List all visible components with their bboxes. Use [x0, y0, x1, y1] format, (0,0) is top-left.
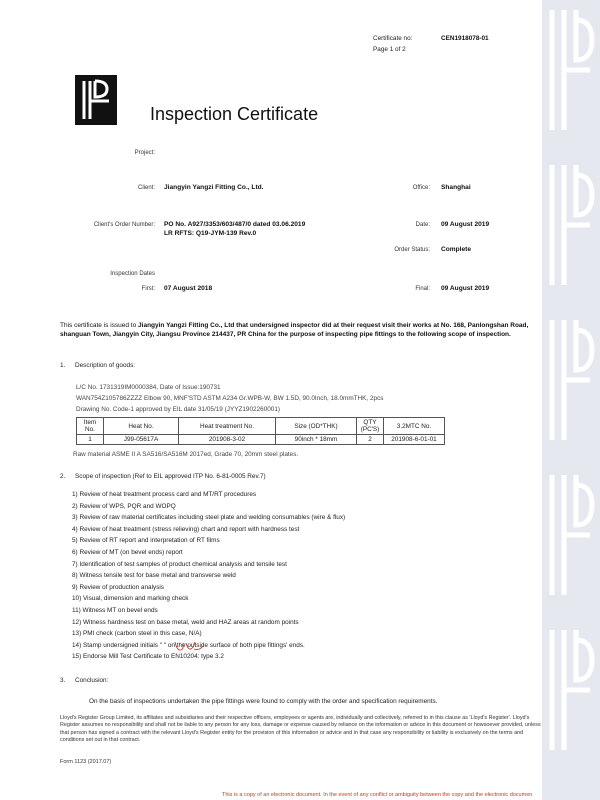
section3-number: 3.: [60, 677, 66, 684]
col-heat-no: Heat No.: [104, 418, 179, 435]
date-value: 09 August 2019: [441, 221, 490, 228]
cell-size: 90inch * 18mm: [276, 435, 357, 445]
intro-paragraph: [60, 321, 538, 339]
certificate-no-value: CEN1918078-01: [441, 35, 489, 42]
list-item: 3) Review of raw material certificates including steel plate and welding consumables (wire & flux): [72, 514, 346, 522]
intro-bold-text: Jiangyin Yangzi Fitting Co., Ltd that undersigned inspector did at their request visit their works at No. 168, Panlongshan Road, shanguan Town, Jiangyin City, Jiangsu Province 214437, PR China for the purpose of inspecting pipe fittings to the following scope of inspection.: [60, 322, 529, 339]
section2-title: Scope of inspection (Ref to EIL approved ITP No. 6-81-0005 Rev.7): [75, 473, 266, 480]
list-item: 8) Witness tensile test for base metal and transverse weld: [72, 572, 236, 580]
project-label: Project:: [134, 150, 155, 156]
list-item: 6) Review of MT (on bevel ends) report: [72, 548, 183, 556]
order-status-value: Complete: [441, 246, 472, 253]
section3-title: Conclusion:: [75, 677, 109, 684]
list-item: 15) Endorse Mill Test Certificate to EN10204: type 3.2: [72, 653, 224, 661]
page-number: Page 1 of 2: [373, 46, 406, 53]
item-description-line: WAN754Z105786ZZZZ Elbow 90, MNF'STD ASTM A234 Gr.WPB-W, BW 1.5D, 90.0Inch, 18.0mmTHK, 2pcs: [76, 395, 384, 402]
office-label: Office:: [412, 185, 430, 191]
list-item: 9) Review of production analysis: [72, 583, 164, 591]
order-number-label: Client's Order Number:: [93, 222, 155, 228]
goods-table: [76, 417, 445, 445]
lr-watermark-pattern: [542, 0, 600, 800]
electronic-copy-notice: This is a copy of an electronic document. In the event of any conflict or ambiguity between the copy and the electronic documen: [222, 792, 533, 798]
section2-number: 2.: [60, 473, 66, 480]
order-number-line1: PO No. A927/3353/603/487/0 dated 03.06.2019: [164, 221, 306, 228]
lr-logo-icon: [75, 75, 117, 125]
date-label: Date:: [415, 222, 430, 228]
section1-title: Description of goods:: [75, 362, 136, 369]
first-date-value: 07 August 2018: [164, 285, 213, 292]
list-item: 5) Review of RT report and interpretation of RT films: [72, 537, 220, 545]
list-item: 1) Review of heat treatment process card and MT/RT procedures: [72, 491, 257, 498]
office-value: Shanghai: [441, 184, 471, 191]
page-title: Inspection Certificate: [150, 104, 319, 124]
goods-table-header: [77, 418, 445, 435]
list-item: 2) Review of WPS, PQR and WOPQ: [72, 502, 176, 510]
col-size: Size (OD*THK): [276, 418, 357, 435]
list-item: 4) Review of heat treatment (stress relieving) chart and report with hardness test: [72, 525, 300, 533]
col-mtc-no: 3.2MTC No.: [384, 418, 445, 435]
order-status-label: Order Status:: [394, 247, 430, 253]
client-label: Client:: [137, 185, 155, 191]
lc-line: L/C No. 1731319IM0000384, Date of Issue:190731: [76, 384, 221, 391]
scope-list: [72, 491, 345, 665]
lr-watermark-strip: [542, 0, 600, 800]
inspection-dates-label: Inspection Dates: [110, 271, 155, 277]
list-item: 14) Stamp undersigned initials " " on the outside surface of both pipe fittings' ends.: [72, 641, 305, 649]
section1-number: 1.: [60, 362, 66, 369]
form-number: Form 1123 (2017.07): [60, 759, 112, 765]
first-date-label: First:: [141, 286, 155, 292]
cell-item-no: 1: [77, 435, 104, 445]
col-item-no: Item No.: [77, 418, 104, 435]
list-item: 11) Witness MT on bevel ends: [72, 606, 158, 614]
table-row: [77, 435, 445, 445]
intro-prefix: This certificate is issued to: [60, 322, 139, 329]
list-item: 7) Identification of test samples of product chemical analysis and tensile test: [72, 560, 287, 568]
col-qty: QTY (PC'S): [357, 418, 384, 435]
drawing-line: Drawing No. Code-1 approved by EIL date 31/05/19 (JYYZ1902260001): [76, 406, 281, 413]
initials-signature-icon: [172, 638, 206, 654]
raw-material-line: Raw material ASME II A SA516/SA516M 2017ed, Grade 70, 20mm steel plates.: [73, 451, 299, 458]
cell-heat-no: J99-05617A: [104, 435, 179, 445]
final-date-label: Final:: [415, 286, 430, 292]
final-date-value: 09 August 2019: [441, 285, 490, 292]
list-item: 12) Witness hardness test on base metal, weld and HAZ areas at random points: [72, 618, 299, 626]
list-item: 13) PMI check (carbon steel in this case, N/A): [72, 630, 202, 638]
cell-mtc-no: 201908-6-01-01: [384, 435, 445, 445]
disclaimer-text: Lloyd's Register Group Limited, its affiliates and subsidiaries and their respective officers, employees or agents are, individually and collectively, referred to in this clause as 'Lloyd's Register'. Lloyd's Register assumes no responsibility and shall not be liable to any person for any loss, damage or expense caused by reliance on the information or advice in this document or howsoever provided, unless that person has signed a contract with the relevant Lloyd's Register entity for the provision of this information or advice and in that case any responsibility or liability is exclusively on the terms and conditions set out in that contract.: [60, 715, 541, 744]
conclusion-text: On the basis of inspections undertaken the pipe fittings were found to comply with the order and specification requirements.: [89, 698, 438, 705]
order-number-line2: LR RFTS: Q19-JYM-139 Rev.0: [164, 230, 257, 237]
cell-heat-treatment-no: 201908-3-02: [179, 435, 276, 445]
certificate-no-label: Certificate no:: [373, 35, 413, 42]
cell-qty: 2: [357, 435, 384, 445]
col-heat-treatment-no: Heat treatment No.: [179, 418, 276, 435]
list-item: 10) Visual, dimension and marking check: [72, 595, 189, 603]
client-value: Jiangyin Yangzi Fitting Co., Ltd.: [164, 184, 264, 191]
